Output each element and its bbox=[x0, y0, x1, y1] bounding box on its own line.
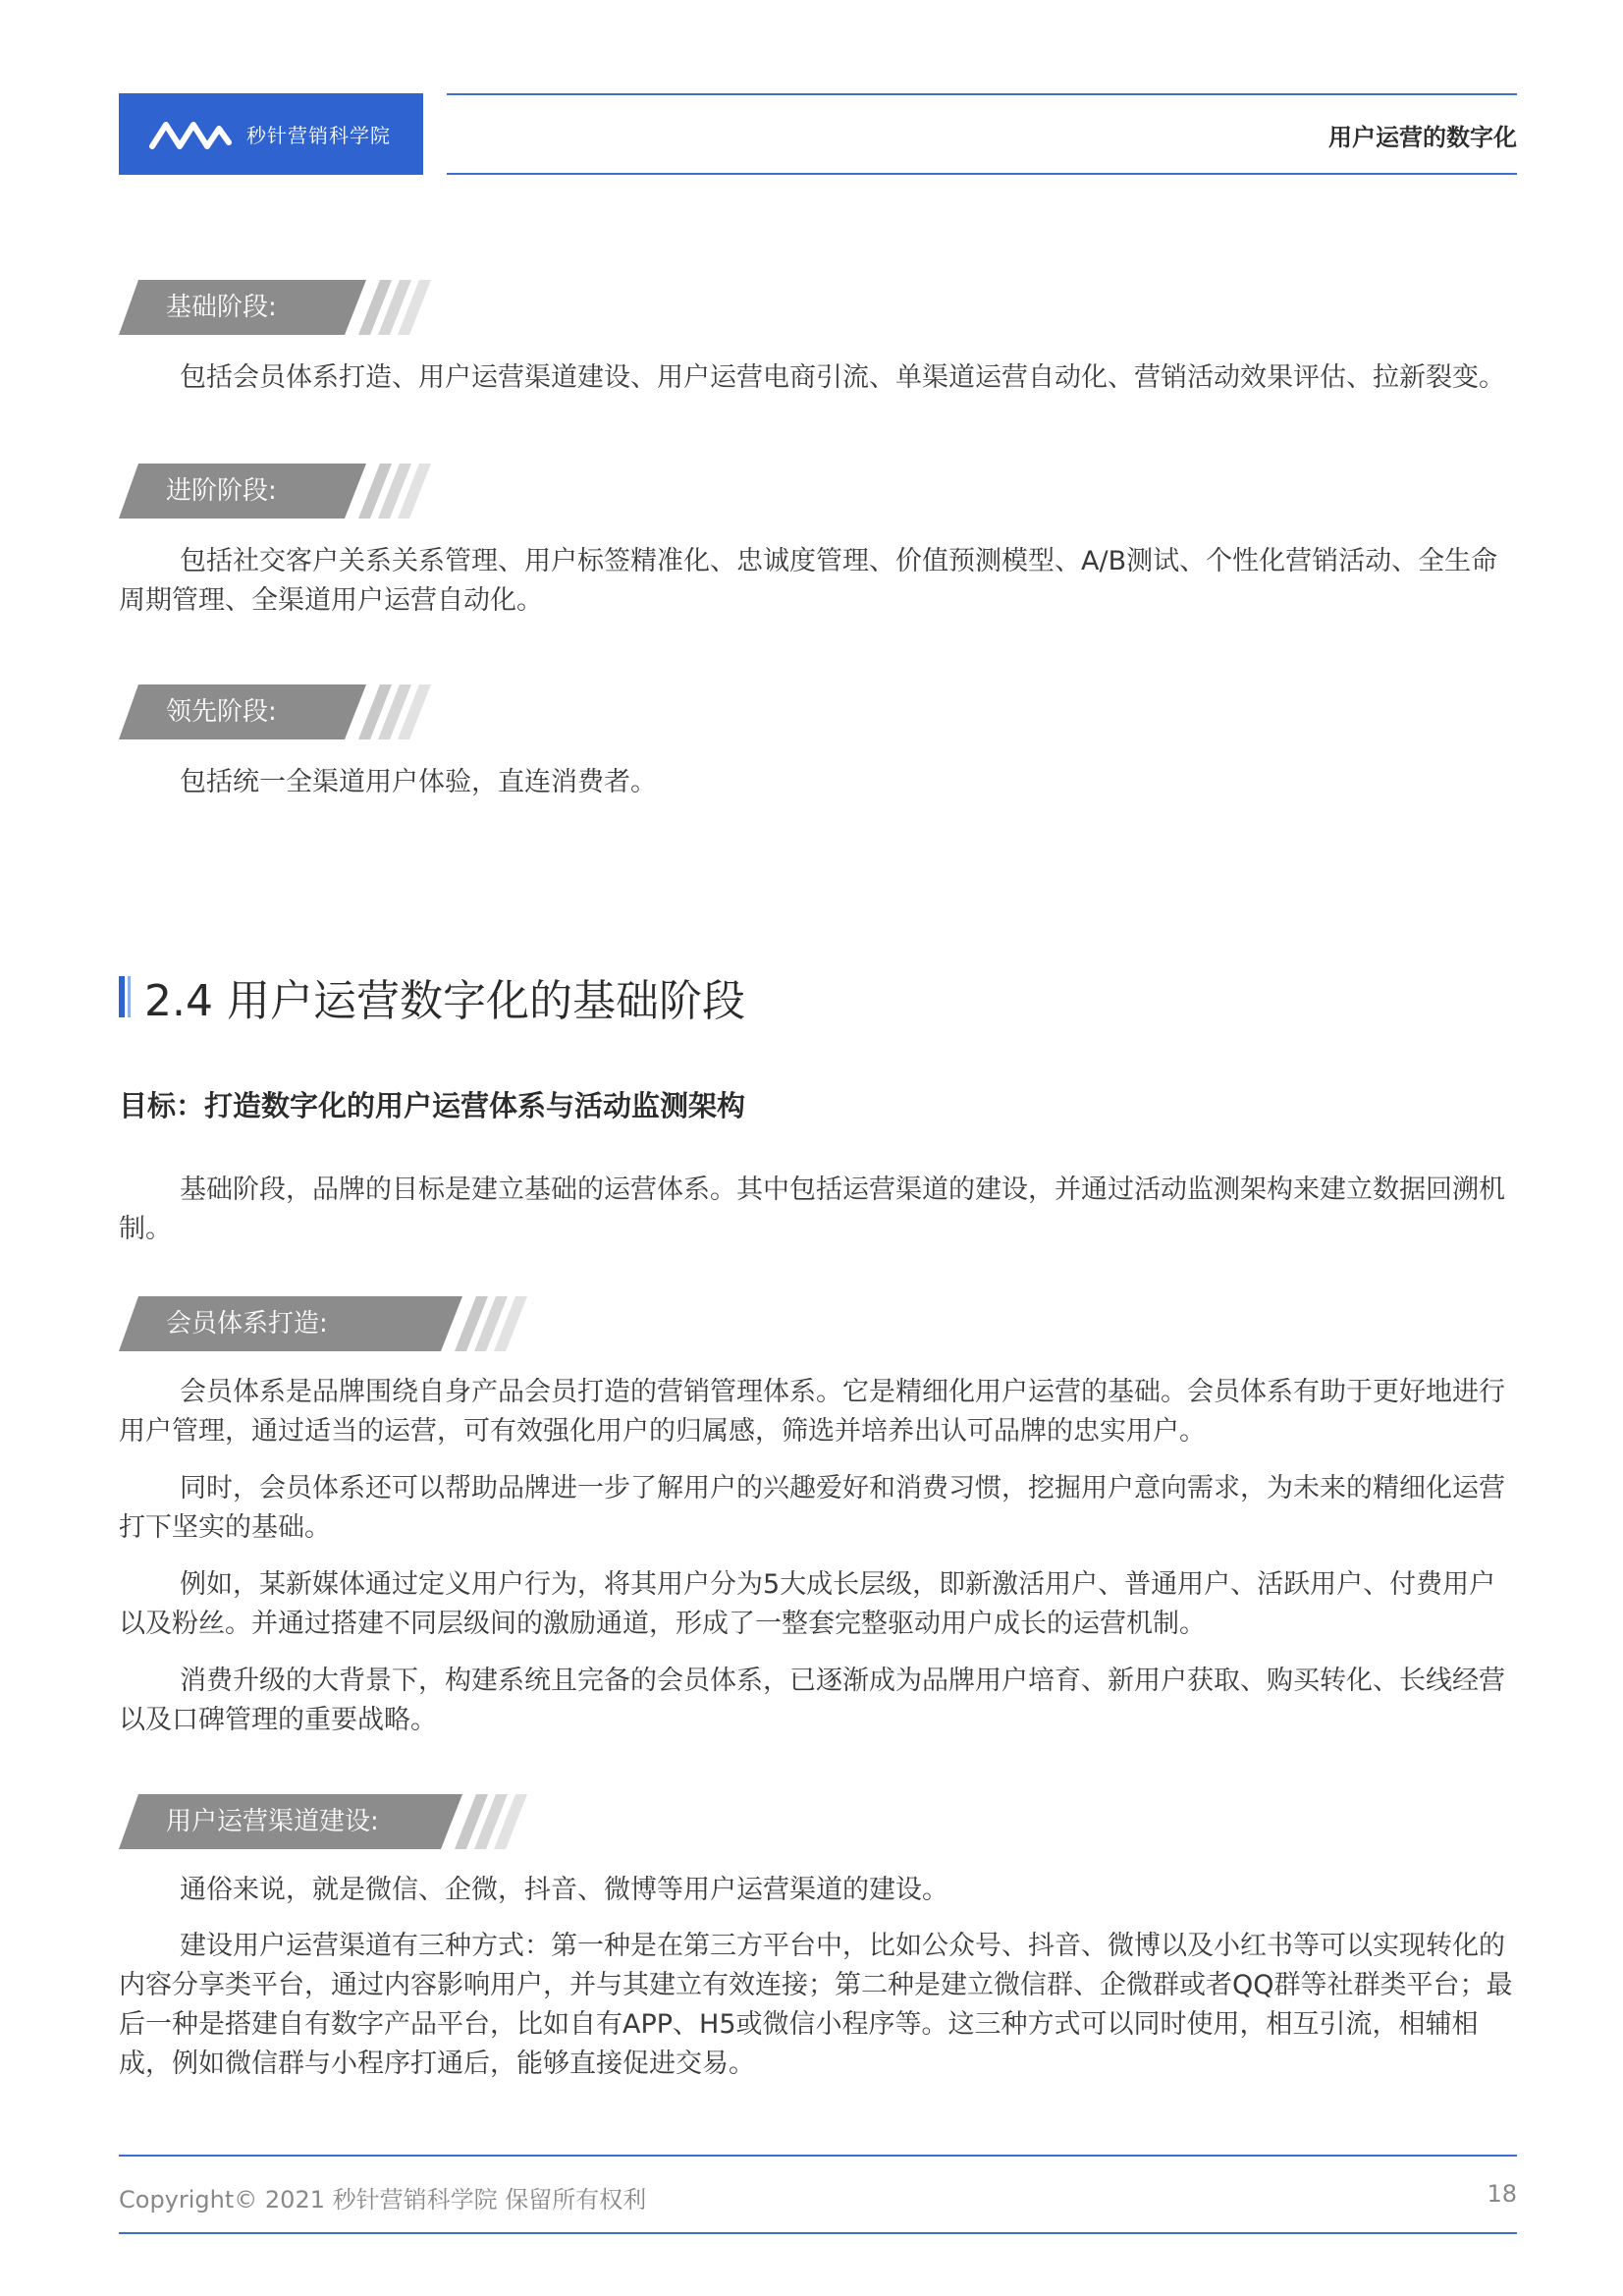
section-intro: 基础阶段，品牌的目标是建立基础的运营体系。其中包括运营渠道的建设，并通过活动监测架构来建立数据回溯机制。 bbox=[119, 1175, 1505, 1244]
membership-paragraph: 会员体系是品牌围绕自身产品会员打造的营销管理体系。它是精细化用户运营的基础。会员体系有助于更好地进行用户管理，通过适当的运营，可有效强化用户的归属感，筛选并培养出认可品牌的忠实用户。 bbox=[119, 1377, 1505, 1447]
section-title: 2.4 用户运营数字化的基础阶段 bbox=[144, 976, 745, 1026]
stage-description-advanced: 包括社交客户关系关系管理、用户标签精准化、忠诚度管理、价值预测模型、A/B测试、个性化营销活动、全生命周期管理、全渠道用户运营自动化。 bbox=[119, 546, 1498, 616]
membership-paragraph: 消费升级的大背景下，构建系统且完备的会员体系，已逐渐成为品牌用户培育、新用户获取、购买转化、长线经营以及口碑管理的重要战略。 bbox=[119, 1666, 1505, 1735]
membership-tag-label: 会员体系打造: bbox=[166, 1309, 328, 1339]
header-rule-top bbox=[447, 93, 1517, 95]
brand-logo bbox=[119, 93, 423, 175]
stage-tag-label: 领先阶段: bbox=[166, 697, 277, 727]
stage-tag-leading bbox=[119, 684, 433, 739]
stage-tag-basic bbox=[119, 280, 433, 335]
channels-tag-label: 用户运营渠道建设: bbox=[166, 1807, 379, 1836]
stage-tag-label: 进阶阶段: bbox=[166, 476, 277, 506]
section-goal: 目标：打造数字化的用户运营体系与活动监测架构 bbox=[119, 1089, 746, 1122]
footer-rule-top bbox=[119, 2155, 1517, 2157]
stage-tag-label: 基础阶段: bbox=[166, 293, 277, 322]
channels-paragraph: 通俗来说，就是微信、企微，抖音、微博等用户运营渠道的建设。 bbox=[180, 1875, 948, 1905]
brand-logo-icon bbox=[148, 115, 233, 154]
page-number: 18 bbox=[1487, 2180, 1517, 2208]
document-title: 用户运营的数字化 bbox=[1328, 124, 1517, 151]
membership-paragraph: 同时，会员体系还可以帮助品牌进一步了解用户的兴趣爱好和消费习惯，挖掘用户意向需求，为未来的精细化运营打下坚实的基础。 bbox=[119, 1473, 1505, 1543]
section-heading bbox=[119, 967, 745, 1026]
copyright-notice: Copyright© 2021 秒针营销科学院 保留所有权利 bbox=[119, 2186, 647, 2214]
stage-tag-advanced bbox=[119, 464, 433, 519]
stage-description-leading: 包括统一全渠道用户体验，直连消费者。 bbox=[180, 767, 657, 797]
membership-tag bbox=[119, 1296, 531, 1351]
stage-description-basic: 包括会员体系打造、用户运营渠道建设、用户运营电商引流、单渠道运营自动化、营销活动效果评估、拉新裂变。 bbox=[180, 362, 1505, 393]
footer-rule-bottom bbox=[119, 2232, 1517, 2234]
brand-name: 秒针营销科学院 bbox=[246, 124, 391, 147]
channels-tag bbox=[119, 1794, 531, 1849]
header-rule-bottom bbox=[447, 173, 1517, 175]
channels-paragraph: 建设用户运营渠道有三种方式：第一种是在第三方平台中，比如公众号、抖音、微博以及小红书等可以实现转化的内容分享类平台，通过内容影响用户，并与其建立有效连接；第二种是建立微信群、企微群或者QQ群等社群类平台；最后一种是搭建自有数字产品平台，比如自有APP、H5或微信小程序等。这三种方式可以同时使用，相互引流，相辅相成，例如微信群与小程序打通后，能够直接促进交易。 bbox=[119, 1931, 1513, 2079]
section-marker bbox=[119, 976, 125, 1017]
membership-paragraph: 例如，某新媒体通过定义用户行为，将其用户分为5大成长层级，即新激活用户、普通用户、活跃用户、付费用户以及粉丝。并通过搭建不同层级间的激励通道，形成了一整套完整驱动用户成长的运营机制。 bbox=[119, 1569, 1496, 1639]
section-marker-light bbox=[128, 976, 131, 1017]
